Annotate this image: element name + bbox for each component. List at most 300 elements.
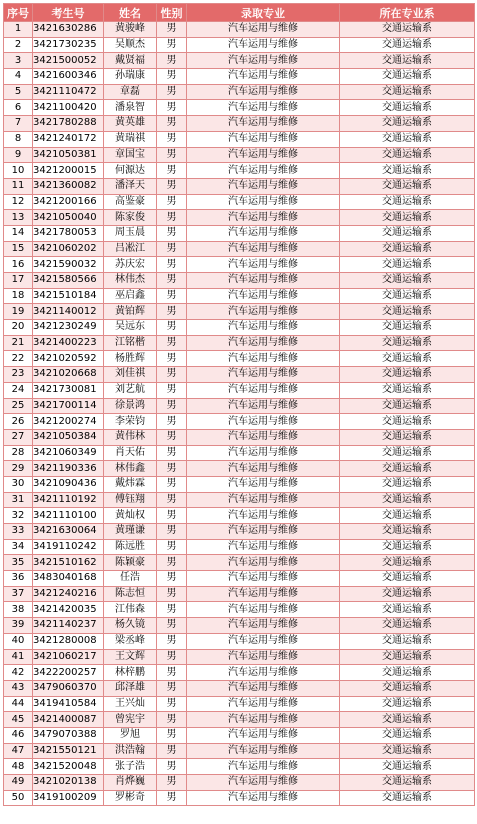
- cell-serial-number: 21: [4, 335, 33, 351]
- cell-gender: 男: [157, 194, 187, 210]
- cell-gender: 男: [157, 382, 187, 398]
- cell-department: 交通运输系: [340, 194, 475, 210]
- cell-serial-number: 36: [4, 571, 33, 587]
- table-row: [4, 555, 475, 571]
- table-row: [4, 429, 475, 445]
- cell-gender: 男: [157, 571, 187, 587]
- cell-admitted-major: 汽车运用与维修: [187, 398, 340, 414]
- cell-name: 王兴灿: [104, 696, 157, 712]
- cell-admitted-major: 汽车运用与维修: [187, 22, 340, 38]
- cell-serial-number: 16: [4, 257, 33, 273]
- cell-name: 章国宝: [104, 147, 157, 163]
- cell-serial-number: 32: [4, 508, 33, 524]
- cell-serial-number: 42: [4, 665, 33, 681]
- cell-department: 交通运输系: [340, 586, 475, 602]
- cell-gender: 男: [157, 178, 187, 194]
- cell-department: 交通运输系: [340, 524, 475, 540]
- cell-candidate-number: 3421400087: [33, 712, 104, 728]
- cell-serial-number: 22: [4, 351, 33, 367]
- cell-admitted-major: 汽车运用与维修: [187, 508, 340, 524]
- cell-serial-number: 20: [4, 320, 33, 336]
- cell-department: 交通运输系: [340, 618, 475, 634]
- cell-name: 李荣钧: [104, 414, 157, 430]
- cell-admitted-major: 汽车运用与维修: [187, 571, 340, 587]
- table-row: [4, 100, 475, 116]
- cell-department: 交通运输系: [340, 602, 475, 618]
- cell-gender: 男: [157, 288, 187, 304]
- cell-admitted-major: 汽车运用与维修: [187, 84, 340, 100]
- cell-department: 交通运输系: [340, 571, 475, 587]
- cell-department: 交通运输系: [340, 304, 475, 320]
- cell-admitted-major: 汽车运用与维修: [187, 37, 340, 53]
- cell-serial-number: 7: [4, 116, 33, 132]
- cell-candidate-number: 3421780053: [33, 225, 104, 241]
- cell-candidate-number: 3421500052: [33, 53, 104, 69]
- cell-admitted-major: 汽车运用与维修: [187, 257, 340, 273]
- header-gender: 性别: [157, 4, 187, 22]
- table-row: [4, 53, 475, 69]
- cell-name: 戴炜霖: [104, 476, 157, 492]
- cell-admitted-major: 汽车运用与维修: [187, 210, 340, 226]
- cell-name: 陈志恒: [104, 586, 157, 602]
- cell-gender: 男: [157, 759, 187, 775]
- cell-department: 交通运输系: [340, 351, 475, 367]
- cell-candidate-number: 3422200257: [33, 665, 104, 681]
- cell-admitted-major: 汽车运用与维修: [187, 304, 340, 320]
- cell-candidate-number: 3421200166: [33, 194, 104, 210]
- cell-admitted-major: 汽车运用与维修: [187, 225, 340, 241]
- cell-name: 潘泽天: [104, 178, 157, 194]
- cell-candidate-number: 3421420035: [33, 602, 104, 618]
- cell-candidate-number: 3421060349: [33, 445, 104, 461]
- cell-name: 章磊: [104, 84, 157, 100]
- cell-serial-number: 34: [4, 539, 33, 555]
- cell-admitted-major: 汽车运用与维修: [187, 382, 340, 398]
- cell-serial-number: 1: [4, 22, 33, 38]
- cell-admitted-major: 汽车运用与维修: [187, 649, 340, 665]
- cell-name: 陈家俊: [104, 210, 157, 226]
- table-row: [4, 790, 475, 806]
- cell-candidate-number: 3421060217: [33, 649, 104, 665]
- cell-name: 任浩: [104, 571, 157, 587]
- cell-serial-number: 18: [4, 288, 33, 304]
- cell-department: 交通运输系: [340, 727, 475, 743]
- table-row: [4, 476, 475, 492]
- cell-admitted-major: 汽车运用与维修: [187, 665, 340, 681]
- cell-department: 交通运输系: [340, 241, 475, 257]
- cell-name: 黄瑞祺: [104, 131, 157, 147]
- cell-name: 周玉晨: [104, 225, 157, 241]
- cell-gender: 男: [157, 555, 187, 571]
- cell-department: 交通运输系: [340, 273, 475, 289]
- header-row: [4, 4, 475, 22]
- cell-serial-number: 17: [4, 273, 33, 289]
- cell-department: 交通运输系: [340, 555, 475, 571]
- cell-serial-number: 27: [4, 429, 33, 445]
- cell-serial-number: 23: [4, 367, 33, 383]
- table-row: [4, 22, 475, 38]
- cell-department: 交通运输系: [340, 100, 475, 116]
- cell-serial-number: 28: [4, 445, 33, 461]
- cell-gender: 男: [157, 680, 187, 696]
- cell-department: 交通运输系: [340, 712, 475, 728]
- cell-gender: 男: [157, 492, 187, 508]
- cell-gender: 男: [157, 37, 187, 53]
- cell-department: 交通运输系: [340, 225, 475, 241]
- table-row: [4, 508, 475, 524]
- cell-gender: 男: [157, 351, 187, 367]
- table-row: [4, 727, 475, 743]
- cell-department: 交通运输系: [340, 445, 475, 461]
- cell-department: 交通运输系: [340, 288, 475, 304]
- cell-name: 罗彬奇: [104, 790, 157, 806]
- cell-candidate-number: 3421600346: [33, 69, 104, 85]
- cell-gender: 男: [157, 100, 187, 116]
- cell-name: 陈远胜: [104, 539, 157, 555]
- cell-candidate-number: 3483040168: [33, 571, 104, 587]
- cell-department: 交通运输系: [340, 492, 475, 508]
- cell-gender: 男: [157, 445, 187, 461]
- cell-candidate-number: 3421510162: [33, 555, 104, 571]
- cell-gender: 男: [157, 225, 187, 241]
- cell-department: 交通运输系: [340, 147, 475, 163]
- cell-gender: 男: [157, 210, 187, 226]
- cell-candidate-number: 3421520048: [33, 759, 104, 775]
- cell-serial-number: 50: [4, 790, 33, 806]
- cell-name: 苏庆宏: [104, 257, 157, 273]
- cell-candidate-number: 3421110192: [33, 492, 104, 508]
- cell-name: 高鉴豪: [104, 194, 157, 210]
- cell-serial-number: 8: [4, 131, 33, 147]
- cell-department: 交通运输系: [340, 743, 475, 759]
- table-row: [4, 69, 475, 85]
- cell-name: 黄瑾谦: [104, 524, 157, 540]
- cell-name: 吴顺杰: [104, 37, 157, 53]
- cell-name: 巫启鑫: [104, 288, 157, 304]
- table-row: [4, 445, 475, 461]
- cell-name: 林梓鹏: [104, 665, 157, 681]
- table-row: [4, 775, 475, 791]
- cell-department: 交通运输系: [340, 84, 475, 100]
- cell-gender: 男: [157, 727, 187, 743]
- table-row: [4, 273, 475, 289]
- cell-candidate-number: 3421050040: [33, 210, 104, 226]
- cell-serial-number: 24: [4, 382, 33, 398]
- cell-department: 交通运输系: [340, 178, 475, 194]
- table-row: [4, 492, 475, 508]
- cell-gender: 男: [157, 743, 187, 759]
- cell-serial-number: 6: [4, 100, 33, 116]
- cell-admitted-major: 汽车运用与维修: [187, 602, 340, 618]
- cell-candidate-number: 3421110472: [33, 84, 104, 100]
- cell-candidate-number: 3421090436: [33, 476, 104, 492]
- cell-admitted-major: 汽车运用与维修: [187, 429, 340, 445]
- cell-admitted-major: 汽车运用与维修: [187, 524, 340, 540]
- cell-name: 孙瑞康: [104, 69, 157, 85]
- cell-department: 交通运输系: [340, 257, 475, 273]
- cell-serial-number: 40: [4, 633, 33, 649]
- header-admitted-major: 录取专业: [187, 4, 340, 22]
- cell-name: 黄灿权: [104, 508, 157, 524]
- cell-candidate-number: 3421580566: [33, 273, 104, 289]
- table-row: [4, 571, 475, 587]
- cell-department: 交通运输系: [340, 696, 475, 712]
- table-row: [4, 633, 475, 649]
- table-row: [4, 335, 475, 351]
- cell-name: 黄铂辉: [104, 304, 157, 320]
- cell-gender: 男: [157, 367, 187, 383]
- cell-name: 邱泽雄: [104, 680, 157, 696]
- cell-serial-number: 29: [4, 461, 33, 477]
- cell-candidate-number: 3421050384: [33, 429, 104, 445]
- cell-name: 戴贤福: [104, 53, 157, 69]
- cell-department: 交通运输系: [340, 163, 475, 179]
- table-row: [4, 618, 475, 634]
- cell-serial-number: 37: [4, 586, 33, 602]
- cell-department: 交通运输系: [340, 759, 475, 775]
- cell-admitted-major: 汽车运用与维修: [187, 194, 340, 210]
- header-department: 所在专业系: [340, 4, 475, 22]
- table-row: [4, 84, 475, 100]
- cell-admitted-major: 汽车运用与维修: [187, 147, 340, 163]
- table-row: [4, 680, 475, 696]
- cell-admitted-major: 汽车运用与维修: [187, 712, 340, 728]
- cell-name: 刘艺航: [104, 382, 157, 398]
- cell-candidate-number: 3419100209: [33, 790, 104, 806]
- cell-admitted-major: 汽车运用与维修: [187, 743, 340, 759]
- cell-serial-number: 12: [4, 194, 33, 210]
- cell-candidate-number: 3421110100: [33, 508, 104, 524]
- cell-serial-number: 41: [4, 649, 33, 665]
- cell-department: 交通运输系: [340, 476, 475, 492]
- header-name: 姓名: [104, 4, 157, 22]
- cell-name: 王文辉: [104, 649, 157, 665]
- cell-serial-number: 26: [4, 414, 33, 430]
- cell-candidate-number: 3421700114: [33, 398, 104, 414]
- header-candidate-number: 考生号: [33, 4, 104, 22]
- cell-department: 交通运输系: [340, 53, 475, 69]
- cell-candidate-number: 3421630286: [33, 22, 104, 38]
- cell-gender: 男: [157, 775, 187, 791]
- cell-department: 交通运输系: [340, 649, 475, 665]
- table-row: [4, 163, 475, 179]
- cell-admitted-major: 汽车运用与维修: [187, 539, 340, 555]
- cell-gender: 男: [157, 602, 187, 618]
- cell-serial-number: 5: [4, 84, 33, 100]
- cell-serial-number: 25: [4, 398, 33, 414]
- cell-candidate-number: 3421020668: [33, 367, 104, 383]
- cell-gender: 男: [157, 618, 187, 634]
- table-row: [4, 194, 475, 210]
- cell-serial-number: 49: [4, 775, 33, 791]
- cell-serial-number: 15: [4, 241, 33, 257]
- table-row: [4, 37, 475, 53]
- cell-department: 交通运输系: [340, 461, 475, 477]
- cell-serial-number: 35: [4, 555, 33, 571]
- cell-name: 林伟鑫: [104, 461, 157, 477]
- cell-serial-number: 31: [4, 492, 33, 508]
- cell-admitted-major: 汽车运用与维修: [187, 555, 340, 571]
- cell-name: 肖天佑: [104, 445, 157, 461]
- table-row: [4, 524, 475, 540]
- cell-candidate-number: 3421630064: [33, 524, 104, 540]
- cell-admitted-major: 汽车运用与维修: [187, 69, 340, 85]
- cell-gender: 男: [157, 429, 187, 445]
- cell-candidate-number: 3421730235: [33, 37, 104, 53]
- cell-department: 交通运输系: [340, 414, 475, 430]
- cell-candidate-number: 3421020138: [33, 775, 104, 791]
- cell-name: 肖烨巍: [104, 775, 157, 791]
- table-row: [4, 602, 475, 618]
- cell-serial-number: 33: [4, 524, 33, 540]
- cell-gender: 男: [157, 116, 187, 132]
- table-row: [4, 414, 475, 430]
- cell-gender: 男: [157, 398, 187, 414]
- table-row: [4, 712, 475, 728]
- table-row: [4, 320, 475, 336]
- cell-name: 黄骏峰: [104, 22, 157, 38]
- cell-department: 交通运输系: [340, 131, 475, 147]
- cell-admitted-major: 汽车运用与维修: [187, 586, 340, 602]
- table-row: [4, 257, 475, 273]
- cell-candidate-number: 3421590032: [33, 257, 104, 273]
- table-row: [4, 398, 475, 414]
- cell-gender: 男: [157, 665, 187, 681]
- cell-department: 交通运输系: [340, 680, 475, 696]
- cell-department: 交通运输系: [340, 633, 475, 649]
- cell-serial-number: 9: [4, 147, 33, 163]
- table-body: [4, 22, 475, 806]
- cell-name: 傅钰翔: [104, 492, 157, 508]
- cell-admitted-major: 汽车运用与维修: [187, 790, 340, 806]
- cell-serial-number: 2: [4, 37, 33, 53]
- cell-name: 陈颖豪: [104, 555, 157, 571]
- cell-serial-number: 3: [4, 53, 33, 69]
- table-row: [4, 382, 475, 398]
- cell-gender: 男: [157, 53, 187, 69]
- cell-serial-number: 11: [4, 178, 33, 194]
- cell-gender: 男: [157, 257, 187, 273]
- cell-admitted-major: 汽车运用与维修: [187, 100, 340, 116]
- cell-admitted-major: 汽车运用与维修: [187, 696, 340, 712]
- cell-serial-number: 38: [4, 602, 33, 618]
- cell-candidate-number: 3479070388: [33, 727, 104, 743]
- cell-department: 交通运输系: [340, 665, 475, 681]
- cell-gender: 男: [157, 84, 187, 100]
- cell-serial-number: 39: [4, 618, 33, 634]
- cell-admitted-major: 汽车运用与维修: [187, 335, 340, 351]
- cell-name: 何源达: [104, 163, 157, 179]
- table-row: [4, 147, 475, 163]
- cell-name: 林伟杰: [104, 273, 157, 289]
- header-serial-number: 序号: [4, 4, 33, 22]
- cell-gender: 男: [157, 649, 187, 665]
- cell-candidate-number: 3421240216: [33, 586, 104, 602]
- table-row: [4, 210, 475, 226]
- cell-gender: 男: [157, 586, 187, 602]
- table-row: [4, 539, 475, 555]
- table-row: [4, 367, 475, 383]
- cell-department: 交通运输系: [340, 429, 475, 445]
- cell-candidate-number: 3421780288: [33, 116, 104, 132]
- cell-admitted-major: 汽车运用与维修: [187, 461, 340, 477]
- cell-candidate-number: 3421140237: [33, 618, 104, 634]
- cell-admitted-major: 汽车运用与维修: [187, 288, 340, 304]
- cell-gender: 男: [157, 461, 187, 477]
- cell-name: 黄英雄: [104, 116, 157, 132]
- cell-candidate-number: 3421230249: [33, 320, 104, 336]
- cell-name: 江伟森: [104, 602, 157, 618]
- cell-serial-number: 46: [4, 727, 33, 743]
- table-row: [4, 665, 475, 681]
- cell-admitted-major: 汽车运用与维修: [187, 633, 340, 649]
- cell-gender: 男: [157, 320, 187, 336]
- cell-candidate-number: 3479060370: [33, 680, 104, 696]
- cell-department: 交通运输系: [340, 367, 475, 383]
- cell-serial-number: 19: [4, 304, 33, 320]
- cell-gender: 男: [157, 131, 187, 147]
- table-row: [4, 743, 475, 759]
- cell-candidate-number: 3421730081: [33, 382, 104, 398]
- cell-name: 罗旭: [104, 727, 157, 743]
- cell-candidate-number: 3421510184: [33, 288, 104, 304]
- cell-gender: 男: [157, 273, 187, 289]
- cell-serial-number: 47: [4, 743, 33, 759]
- cell-gender: 男: [157, 304, 187, 320]
- cell-serial-number: 13: [4, 210, 33, 226]
- cell-serial-number: 43: [4, 680, 33, 696]
- cell-gender: 男: [157, 476, 187, 492]
- cell-gender: 男: [157, 633, 187, 649]
- cell-admitted-major: 汽车运用与维修: [187, 680, 340, 696]
- cell-gender: 男: [157, 524, 187, 540]
- cell-candidate-number: 3421360082: [33, 178, 104, 194]
- cell-name: 徐景鸿: [104, 398, 157, 414]
- cell-name: 曾宪宇: [104, 712, 157, 728]
- cell-name: 张子浩: [104, 759, 157, 775]
- cell-department: 交通运输系: [340, 508, 475, 524]
- cell-name: 黄伟林: [104, 429, 157, 445]
- cell-department: 交通运输系: [340, 320, 475, 336]
- cell-candidate-number: 3421240172: [33, 131, 104, 147]
- cell-name: 潘泉智: [104, 100, 157, 116]
- cell-candidate-number: 3421140012: [33, 304, 104, 320]
- table-row: [4, 461, 475, 477]
- cell-candidate-number: 3419110242: [33, 539, 104, 555]
- cell-name: 杨久镜: [104, 618, 157, 634]
- cell-admitted-major: 汽车运用与维修: [187, 414, 340, 430]
- cell-department: 交通运输系: [340, 539, 475, 555]
- cell-admitted-major: 汽车运用与维修: [187, 320, 340, 336]
- cell-candidate-number: 3421020592: [33, 351, 104, 367]
- cell-serial-number: 45: [4, 712, 33, 728]
- cell-candidate-number: 3421190336: [33, 461, 104, 477]
- cell-admitted-major: 汽车运用与维修: [187, 727, 340, 743]
- cell-admitted-major: 汽车运用与维修: [187, 445, 340, 461]
- table-row: [4, 304, 475, 320]
- cell-gender: 男: [157, 696, 187, 712]
- admission-table: [3, 3, 475, 806]
- cell-admitted-major: 汽车运用与维修: [187, 759, 340, 775]
- table-row: [4, 351, 475, 367]
- cell-serial-number: 4: [4, 69, 33, 85]
- table-row: [4, 649, 475, 665]
- cell-gender: 男: [157, 712, 187, 728]
- cell-admitted-major: 汽车运用与维修: [187, 131, 340, 147]
- cell-name: 刘佳祺: [104, 367, 157, 383]
- cell-candidate-number: 3421400223: [33, 335, 104, 351]
- cell-name: 杨胜辉: [104, 351, 157, 367]
